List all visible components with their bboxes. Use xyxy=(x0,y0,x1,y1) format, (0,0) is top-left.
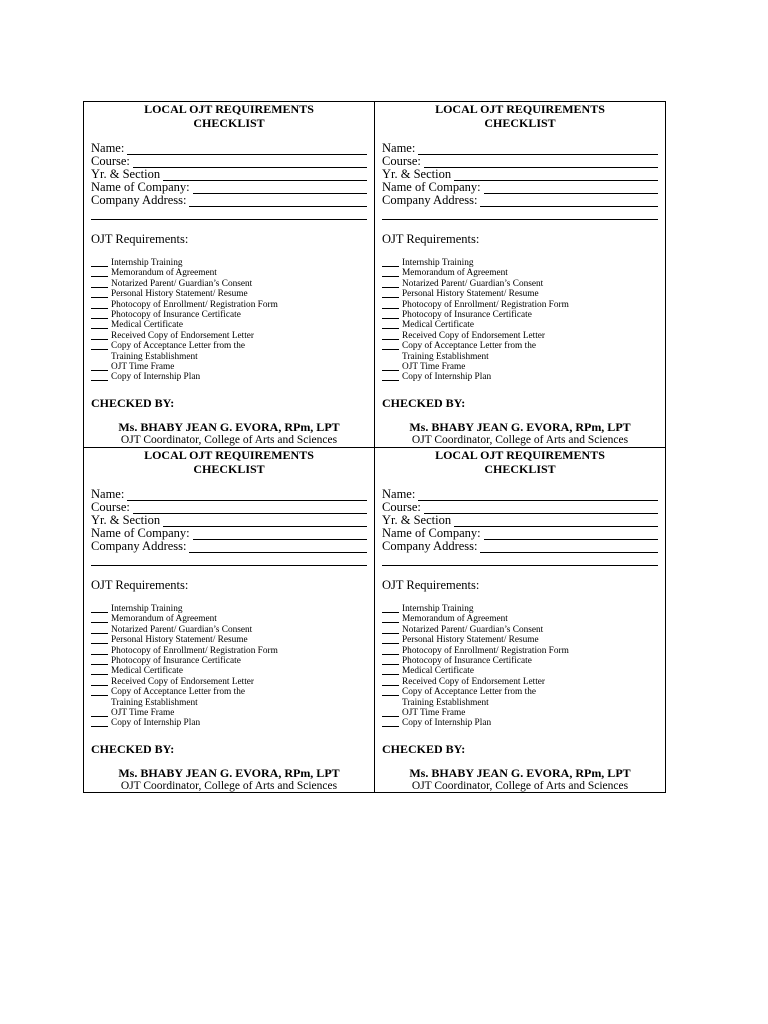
check-blank[interactable] xyxy=(91,331,108,340)
requirement-label: Copy of Internship Plan xyxy=(402,372,492,383)
check-blank[interactable] xyxy=(91,718,108,727)
check-blank[interactable] xyxy=(382,279,399,288)
requirement-label: Photocopy of Insurance Certificate xyxy=(402,310,532,321)
requirement-label: Photocopy of Enrollment/ Registration Form xyxy=(402,299,569,310)
check-blank xyxy=(91,698,108,706)
requirement-item xyxy=(91,677,371,687)
checked-by-label: CHECKED BY: xyxy=(382,742,466,756)
card-title xyxy=(375,102,665,130)
section-line[interactable] xyxy=(163,516,367,527)
title-line-1: LOCAL OJT REQUIREMENTS xyxy=(144,102,314,116)
address-field-continued[interactable] xyxy=(382,553,658,566)
check-blank xyxy=(382,698,399,706)
requirement-label: Training Establishment xyxy=(402,351,489,362)
requirement-item xyxy=(382,258,662,268)
title-line-2: CHECKLIST xyxy=(193,462,265,476)
requirement-item xyxy=(382,300,662,310)
requirement-label: Received Copy of Endorsement Letter xyxy=(111,330,255,341)
requirement-item xyxy=(382,656,662,666)
check-blank[interactable] xyxy=(91,320,108,329)
name-line[interactable] xyxy=(418,490,658,501)
check-blank[interactable] xyxy=(91,666,108,675)
check-blank[interactable] xyxy=(91,341,108,350)
requirements-heading: OJT Requirements: xyxy=(382,578,480,592)
address-field[interactable] xyxy=(91,194,367,207)
requirement-label: Photocopy of Insurance Certificate xyxy=(402,656,532,667)
check-blank[interactable] xyxy=(91,677,108,686)
check-blank[interactable] xyxy=(91,362,108,371)
company-line[interactable] xyxy=(193,529,367,540)
requirement-item xyxy=(91,646,371,656)
check-blank[interactable] xyxy=(382,708,399,717)
requirement-label: Photocopy of Insurance Certificate xyxy=(111,310,241,321)
requirement-item xyxy=(382,677,662,687)
coordinator-title: OJT Coordinator, College of Arts and Sciences xyxy=(120,780,338,792)
check-blank[interactable] xyxy=(382,362,399,371)
check-blank[interactable] xyxy=(382,666,399,675)
company-line[interactable] xyxy=(484,183,658,194)
requirement-item xyxy=(382,604,662,614)
requirement-item xyxy=(382,310,662,320)
requirement-item xyxy=(91,372,371,382)
check-blank[interactable] xyxy=(382,320,399,329)
requirement-label: Photocopy of Enrollment/ Registration Form xyxy=(111,645,278,656)
requirement-label: OJT Time Frame xyxy=(111,708,175,719)
requirement-label: Personal History Statement/ Resume xyxy=(111,289,248,300)
requirement-item xyxy=(382,341,662,351)
requirement-label: Photocopy of Enrollment/ Registration Form xyxy=(402,645,569,656)
check-blank[interactable] xyxy=(382,300,399,309)
name-line[interactable] xyxy=(418,144,658,155)
check-blank[interactable] xyxy=(382,289,399,298)
requirement-label: Copy of Acceptance Letter from the xyxy=(402,341,536,352)
requirement-item xyxy=(91,300,371,310)
section-label: Yr. & Section xyxy=(382,167,452,181)
requirement-label: Medical Certificate xyxy=(402,666,475,677)
name-label: Name: xyxy=(91,141,125,155)
check-blank[interactable] xyxy=(382,372,399,381)
info-fields xyxy=(91,142,367,220)
check-blank[interactable] xyxy=(382,310,399,319)
check-blank[interactable] xyxy=(382,677,399,686)
course-label: Course: xyxy=(382,154,421,168)
name-line[interactable] xyxy=(127,144,367,155)
requirement-label: Photocopy of Insurance Certificate xyxy=(111,656,241,667)
name-line[interactable] xyxy=(127,490,367,501)
course-line[interactable] xyxy=(133,503,367,514)
requirement-item xyxy=(382,687,662,697)
requirement-label: OJT Time Frame xyxy=(402,708,466,719)
company-label: Name of Company: xyxy=(91,526,190,540)
requirement-item xyxy=(91,614,371,624)
address-field[interactable] xyxy=(91,540,367,553)
address-line-2[interactable] xyxy=(382,555,658,566)
company-label: Name of Company: xyxy=(382,526,481,540)
address-field-continued[interactable] xyxy=(91,553,367,566)
requirement-label: Received Copy of Endorsement Letter xyxy=(402,676,546,687)
requirement-item xyxy=(91,352,371,362)
check-blank[interactable] xyxy=(91,635,108,644)
requirement-item xyxy=(91,362,371,372)
requirements-heading: OJT Requirements: xyxy=(382,232,480,246)
address-line-2[interactable] xyxy=(91,209,367,220)
address-label: Company Address: xyxy=(382,539,478,553)
requirement-label: Notarized Parent/ Guardian’s Consent xyxy=(402,278,544,289)
requirement-item xyxy=(382,718,662,728)
coordinator-title: OJT Coordinator, College of Arts and Sciences xyxy=(120,434,338,446)
requirements-heading: OJT Requirements: xyxy=(91,232,189,246)
check-blank xyxy=(91,352,108,360)
coordinator-name: Ms. BHABY JEAN G. EVORA, RPm, LPT xyxy=(118,420,340,434)
check-blank[interactable] xyxy=(91,310,108,319)
requirement-item xyxy=(91,289,371,299)
requirement-item xyxy=(91,258,371,268)
requirements-list xyxy=(382,604,662,729)
card-title xyxy=(84,448,374,476)
check-blank[interactable] xyxy=(91,625,108,634)
name-field[interactable] xyxy=(91,142,367,155)
requirement-item xyxy=(91,666,371,676)
coordinator-name: Ms. BHABY JEAN G. EVORA, RPm, LPT xyxy=(409,420,631,434)
address-label: Company Address: xyxy=(91,539,187,553)
requirement-label: Internship Training xyxy=(402,258,474,268)
address-line[interactable] xyxy=(480,542,658,553)
section-line[interactable] xyxy=(454,516,658,527)
check-blank[interactable] xyxy=(91,687,108,696)
requirement-item xyxy=(382,635,662,645)
coordinator-title: OJT Coordinator, College of Arts and Sciences xyxy=(411,434,629,446)
check-blank[interactable] xyxy=(382,268,399,277)
name-field[interactable] xyxy=(382,488,658,501)
address-line-2[interactable] xyxy=(91,555,367,566)
address-line-2[interactable] xyxy=(382,209,658,220)
address-field-continued[interactable] xyxy=(382,207,658,220)
coordinator-name: Ms. BHABY JEAN G. EVORA, RPm, LPT xyxy=(118,766,340,780)
requirement-label: Memorandum of Agreement xyxy=(111,268,217,279)
section-line[interactable] xyxy=(163,170,367,181)
course-line[interactable] xyxy=(424,503,658,514)
check-blank[interactable] xyxy=(382,656,399,665)
check-blank[interactable] xyxy=(91,289,108,298)
requirement-item xyxy=(91,635,371,645)
requirement-label: Internship Training xyxy=(402,604,474,614)
requirement-item xyxy=(382,708,662,718)
check-blank[interactable] xyxy=(382,635,399,644)
company-label: Name of Company: xyxy=(382,180,481,194)
requirement-label: Memorandum of Agreement xyxy=(402,268,508,279)
checklist-card xyxy=(84,102,375,448)
check-blank[interactable] xyxy=(91,604,108,613)
company-line[interactable] xyxy=(193,183,367,194)
check-blank[interactable] xyxy=(91,372,108,381)
requirement-item xyxy=(91,687,371,697)
address-label: Company Address: xyxy=(91,193,187,207)
checked-by-label: CHECKED BY: xyxy=(91,396,175,410)
requirement-item xyxy=(382,625,662,635)
requirement-item xyxy=(382,666,662,676)
check-blank[interactable] xyxy=(382,614,399,623)
company-label: Name of Company: xyxy=(91,180,190,194)
address-label: Company Address: xyxy=(382,193,478,207)
check-blank[interactable] xyxy=(91,656,108,665)
checked-by-label: CHECKED BY: xyxy=(382,396,466,410)
title-line-2: CHECKLIST xyxy=(193,116,265,130)
check-blank[interactable] xyxy=(91,646,108,655)
info-fields xyxy=(382,142,658,220)
requirement-item xyxy=(382,268,662,278)
requirement-label: Training Establishment xyxy=(111,351,198,362)
requirement-label: OJT Time Frame xyxy=(402,362,466,373)
address-field[interactable] xyxy=(382,540,658,553)
requirement-item xyxy=(91,341,371,351)
requirement-label: Training Establishment xyxy=(111,697,198,708)
requirement-label: Notarized Parent/ Guardian’s Consent xyxy=(111,624,253,635)
requirements-heading: OJT Requirements: xyxy=(91,578,189,592)
requirement-label: Personal History Statement/ Resume xyxy=(402,289,539,300)
card-title xyxy=(375,448,665,476)
course-line[interactable] xyxy=(133,157,367,168)
name-label: Name: xyxy=(382,141,416,155)
check-blank[interactable] xyxy=(382,331,399,340)
name-field[interactable] xyxy=(382,142,658,155)
check-blank xyxy=(382,352,399,360)
requirement-label: Memorandum of Agreement xyxy=(402,614,508,625)
address-line[interactable] xyxy=(189,542,367,553)
requirement-item xyxy=(91,331,371,341)
checklist-card xyxy=(375,102,665,448)
requirement-item xyxy=(382,279,662,289)
requirement-label: OJT Time Frame xyxy=(111,362,175,373)
requirement-label: Notarized Parent/ Guardian’s Consent xyxy=(402,624,544,635)
requirement-label: Copy of Internship Plan xyxy=(402,718,492,729)
check-blank[interactable] xyxy=(382,625,399,634)
requirement-item xyxy=(382,372,662,382)
requirement-label: Received Copy of Endorsement Letter xyxy=(111,676,255,687)
info-fields xyxy=(91,488,367,566)
requirement-label: Memorandum of Agreement xyxy=(111,614,217,625)
requirement-label: Copy of Acceptance Letter from the xyxy=(111,687,245,698)
course-label: Course: xyxy=(382,500,421,514)
check-blank[interactable] xyxy=(382,258,399,267)
requirements-list xyxy=(91,604,371,729)
info-fields xyxy=(382,488,658,566)
requirement-item xyxy=(91,604,371,614)
name-field[interactable] xyxy=(91,488,367,501)
check-blank[interactable] xyxy=(91,268,108,277)
name-label: Name: xyxy=(91,487,125,501)
title-line-2: CHECKLIST xyxy=(484,116,556,130)
check-blank[interactable] xyxy=(382,687,399,696)
checklist-card xyxy=(375,448,665,792)
requirement-item xyxy=(382,289,662,299)
requirement-label: Notarized Parent/ Guardian’s Consent xyxy=(111,278,253,289)
requirement-item xyxy=(91,718,371,728)
requirement-item xyxy=(382,352,662,362)
check-blank[interactable] xyxy=(382,341,399,350)
requirement-item xyxy=(382,320,662,330)
requirement-item xyxy=(91,320,371,330)
requirement-item xyxy=(91,656,371,666)
requirement-item xyxy=(91,268,371,278)
requirement-label: Copy of Internship Plan xyxy=(111,372,201,383)
requirements-list xyxy=(382,258,662,383)
address-line[interactable] xyxy=(189,196,367,207)
requirement-label: Medical Certificate xyxy=(402,320,475,331)
checked-by-label: CHECKED BY: xyxy=(91,742,175,756)
check-blank[interactable] xyxy=(91,279,108,288)
coordinator-title: OJT Coordinator, College of Arts and Sciences xyxy=(411,780,629,792)
requirement-label: Medical Certificate xyxy=(111,666,184,677)
requirement-label: Internship Training xyxy=(111,604,183,614)
requirement-item xyxy=(91,310,371,320)
title-line-1: LOCAL OJT REQUIREMENTS xyxy=(144,448,314,462)
section-line[interactable] xyxy=(454,170,658,181)
title-line-2: CHECKLIST xyxy=(484,462,556,476)
requirement-item xyxy=(91,698,371,708)
company-line[interactable] xyxy=(484,529,658,540)
requirement-label: Photocopy of Enrollment/ Registration Form xyxy=(111,299,278,310)
section-label: Yr. & Section xyxy=(91,513,161,527)
title-line-1: LOCAL OJT REQUIREMENTS xyxy=(435,448,605,462)
requirement-label: Copy of Acceptance Letter from the xyxy=(111,341,245,352)
requirement-item xyxy=(382,698,662,708)
title-line-1: LOCAL OJT REQUIREMENTS xyxy=(435,102,605,116)
requirement-item xyxy=(382,362,662,372)
requirement-label: Copy of Acceptance Letter from the xyxy=(402,687,536,698)
name-label: Name: xyxy=(382,487,416,501)
requirement-item xyxy=(91,279,371,289)
requirement-label: Received Copy of Endorsement Letter xyxy=(402,330,546,341)
course-line[interactable] xyxy=(424,157,658,168)
requirement-label: Medical Certificate xyxy=(111,320,184,331)
requirement-label: Copy of Internship Plan xyxy=(111,718,201,729)
requirement-label: Training Establishment xyxy=(402,697,489,708)
requirement-item xyxy=(382,614,662,624)
card-title xyxy=(84,102,374,130)
requirement-item xyxy=(382,331,662,341)
requirement-label: Internship Training xyxy=(111,258,183,268)
requirements-list xyxy=(91,258,371,383)
address-line[interactable] xyxy=(480,196,658,207)
requirement-item xyxy=(382,646,662,656)
coordinator-name: Ms. BHABY JEAN G. EVORA, RPm, LPT xyxy=(409,766,631,780)
address-field[interactable] xyxy=(382,194,658,207)
requirement-label: Personal History Statement/ Resume xyxy=(402,635,539,646)
check-blank[interactable] xyxy=(91,258,108,267)
check-blank[interactable] xyxy=(91,708,108,717)
check-blank[interactable] xyxy=(382,718,399,727)
checklist-card xyxy=(84,448,375,792)
requirement-item xyxy=(91,708,371,718)
check-blank[interactable] xyxy=(382,646,399,655)
section-label: Yr. & Section xyxy=(91,167,161,181)
check-blank[interactable] xyxy=(382,604,399,613)
check-blank[interactable] xyxy=(91,614,108,623)
requirement-label: Personal History Statement/ Resume xyxy=(111,635,248,646)
section-label: Yr. & Section xyxy=(382,513,452,527)
course-label: Course: xyxy=(91,154,130,168)
check-blank[interactable] xyxy=(91,300,108,309)
checklist-sheet xyxy=(83,101,666,793)
course-label: Course: xyxy=(91,500,130,514)
requirement-item xyxy=(91,625,371,635)
address-field-continued[interactable] xyxy=(91,207,367,220)
